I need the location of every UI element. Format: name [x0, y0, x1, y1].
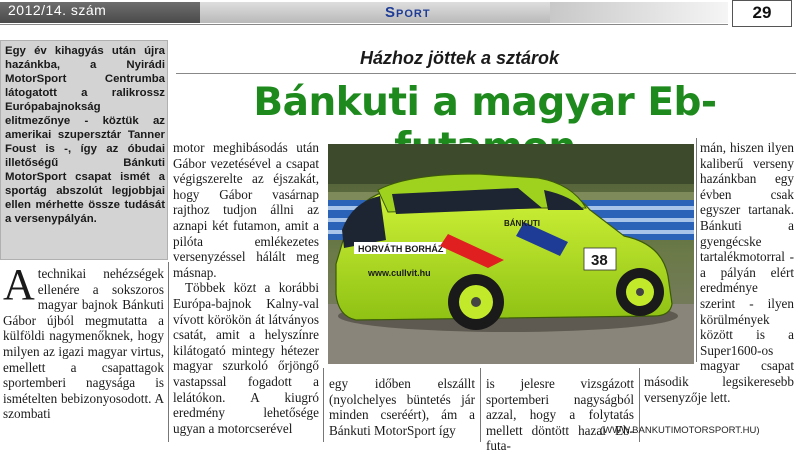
wheel-front-hub [636, 288, 644, 296]
col1-text: technikai nehézségek ellenére a sokszoros magyar bajnok Bánkuti Gábor újból megmutatta a külföldi nagymenőknek, hogy milyen az igazi magyar virtus, emellett a csapattagok sportemberi nagysága is ismételten bebizonyosodott. A szombati [3, 266, 164, 422]
kicker: Házhoz jöttek a sztárok [360, 48, 560, 68]
column-separator [480, 368, 481, 442]
kicker-rule [176, 73, 796, 74]
issue-label: 2012/14. szám [8, 2, 107, 18]
page-header [0, 0, 800, 26]
header-mid-band [200, 2, 550, 23]
column-separator [168, 262, 169, 442]
col3-text: egy időben elszállt (nyolchelyes büntetés jár minden cseréért), ám a Bánkuti MotorSport így [329, 376, 475, 438]
page-number: 29 [732, 0, 792, 27]
drop-cap: A [3, 260, 35, 309]
section-label: Sport [385, 4, 431, 21]
col5-text: mán, hiszen ilyen kaliberű verseny hazánkban egy évben csak egyszer tartanak. Bánkuti a gyengécske tartalékmotorral - a pályán elért eredménye szerint - ilyen körülmények között is a Super1600-os magyar csapat második legsikeresebb versenyzője lett. [644, 140, 794, 405]
rally-car-photo [328, 144, 694, 364]
col2-paragraph-1: motor meghibásodás után Gábor vezetésével a csapat végigszerelte az éjszakát, hogy Gábor vasárnap rajthoz tudjon állni az aznapi két futamon, amit a pilóta emlékezetes versenyzéssel hálált meg másnap. [173, 140, 319, 280]
car-number: 38 [591, 252, 608, 269]
headline: Bánkuti a magyar Eb- [253, 80, 717, 125]
lead-text: Egy év kihagyás után újra hazánkba, a Nyirádi MotorSport Centrumba látogatott a ralikrossz Európabajnokság elitmezőnye - köztük az amerikai szupersztár Tanner Foust is -, így az óbudai illetőségű Bánkuti MotorSport csapat ismét a sportág abszolút legjobbjai ellen mérhette össze tudását a versenypályán. [5, 45, 165, 225]
body-column-2 [173, 140, 319, 436]
photo-svg [328, 144, 694, 364]
side-label: BÁNKUTI [504, 219, 540, 228]
website-label: www.cullvit.hu [368, 268, 431, 278]
col2-paragraph-2: Többek közt a korábbi Európa-bajnok Kalny-val vívott körökön át látványos csatát, amit a helyszínre kilátogató mintegy hétezer magyar szurkoló őrjöngő vastapssal fogadott a lelátókon. A kiugró eredmény lehetősége ugyan a motorcserével [173, 280, 319, 436]
header-right-band [550, 2, 728, 23]
body-column-3 [329, 376, 475, 438]
wheel-rear-hub [471, 297, 481, 307]
livery-label: HORVÁTH BORHÁZ [358, 244, 444, 254]
photo-credit: (WWW.BANKUTIMOTORSPORT.HU) [600, 425, 760, 436]
column-separator [323, 368, 324, 442]
col4-text: is jelesre vizsgázott sportemberi nagyságból azzal, hogy a folytatás mellett döntött hazai Eb-futa- [486, 376, 634, 454]
body-column-4 [486, 376, 634, 454]
header-rule [0, 24, 728, 25]
body-column-1 [3, 260, 164, 422]
